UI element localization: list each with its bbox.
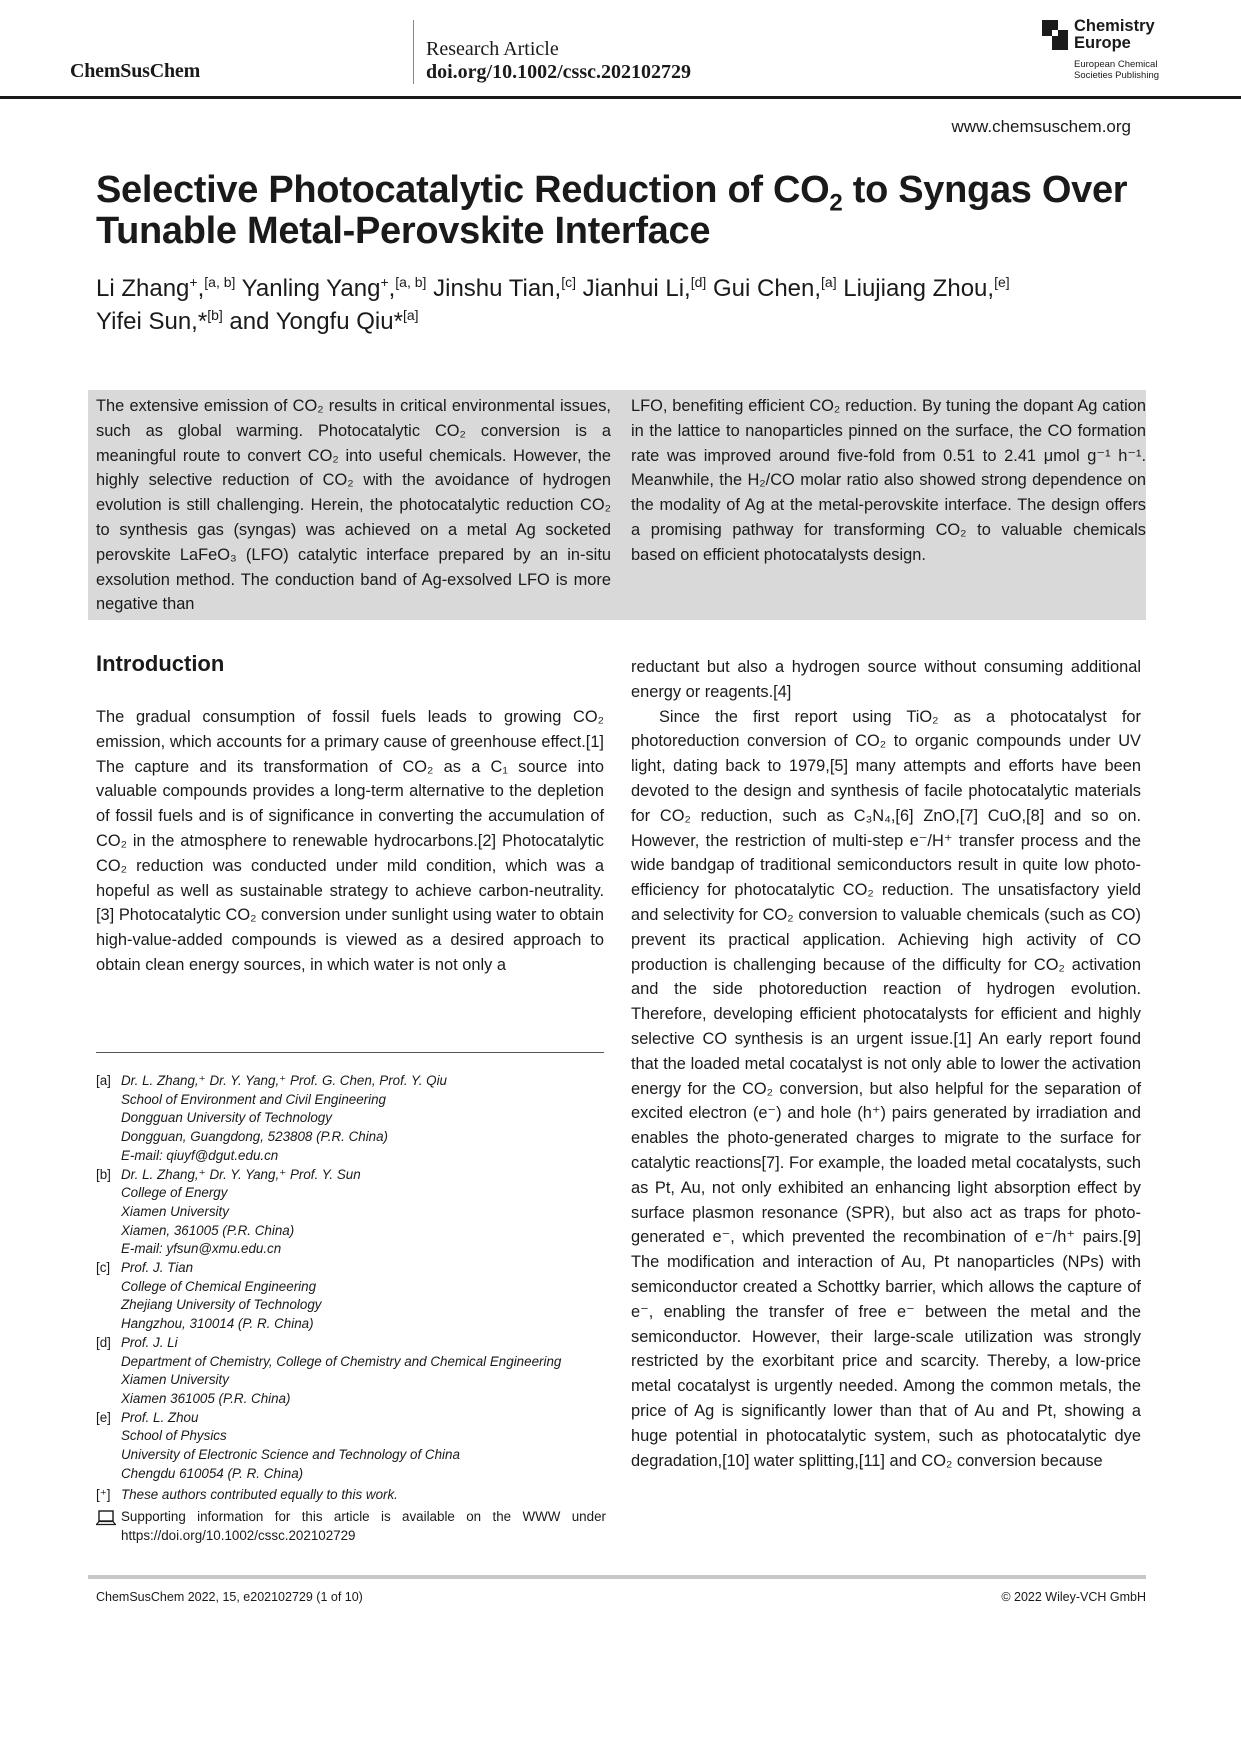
footnote-rule [96,1052,604,1053]
affiliation-line: Hangzhou, 310014 (P. R. China) [121,1316,314,1332]
author-list: Li Zhang+,[a, b] Yanling Yang+,[a, b] Jinshu Tian,[c] Jianhui Li,[d] Gui Chen,[a] Liujiang Zhou,[e] Yifei Sun,*[b] and Yongfu Qiu*[a] [96,274,1010,335]
affiliation-line: School of Environment and Civil Engineering [121,1091,386,1107]
introduction-right-column [631,655,1141,1473]
affiliation-line: Dr. L. Zhang,⁺ Dr. Y. Yang,⁺ Prof. Y. Sun [121,1166,361,1182]
logo-subtitle: European Chemical Societies Publishing [1074,59,1160,81]
abstract-left: The extensive emission of CO₂ results in critical environmental issues, such as global warming. Photocatalytic CO₂ conversion is a meaningful route to convert CO₂ into useful chemicals. However, the highly selective reduction of CO₂ with the avoidance of hydrogen evolution is still challenging. Herein, the photocatalytic reduction CO₂ to synthesis gas (syngas) was achieved on a metal Ag socketed perovskite LaFeO₃ (LFO) catalytic interface prepared by an in-situ exsolution method. The conduction band of Ag-exsolved LFO is more negative than [96,397,611,614]
chemistry-europe-logo-icon [1042,20,1068,50]
doi-link[interactable]: doi.org/10.1002/cssc.202102729 [426,61,691,83]
affiliation-tag: [c] [96,1260,111,1276]
copyright: © 2022 Wiley-VCH GmbH [1001,1590,1146,1604]
affiliation-line: Prof. J. Li [121,1334,178,1350]
equal-contribution-text: These authors contributed equally to this work. [121,1487,398,1503]
affiliation-email[interactable]: E-mail: qiuyf@dgut.edu.cn [121,1147,279,1163]
equal-contribution-note [96,1486,606,1505]
abstract-right: LFO, benefiting efficient CO₂ reduction. By tuning the dopant Ag cation in the lattice to nanoparticles pinned on the surface, the CO formation rate was improved around five-fold from 0.51 to 2.41 μmol g⁻¹ h⁻¹. Meanwhile, the H₂/CO molar ratio also showed strong dependence on the modality of Ag at the metal-perovskite interface. The design offers a promising pathway for transforming CO₂ to valuable chemicals based on efficient photocatalysts design. [631,397,1146,564]
affiliation-line: Prof. L. Zhou [121,1409,199,1425]
affiliation-tag: [a] [96,1073,111,1088]
affiliation-line: Xiamen University [121,1372,229,1388]
affiliation-line: College of Energy [121,1185,228,1201]
affiliation-line: University of Electronic Science and Technology of China [121,1447,460,1463]
section-heading-introduction: Introduction [96,651,225,676]
affiliation-line: Chengdu 610054 (P. R. China) [121,1465,304,1481]
affiliation-line: Dongguan University of Technology [121,1110,332,1126]
affiliation-line: College of Chemical Engineering [121,1278,317,1294]
affiliation-d [96,1334,606,1409]
equal-contribution-tag: [⁺] [96,1487,111,1503]
article-title: Selective Photocatalytic Reduction of $CO_2$ to Syngas Over Tunable Metal-Perovskite Interface [96,169,1128,252]
affiliation-line: Dr. L. Zhang,⁺ Dr. Y. Yang,⁺ Prof. G. Chen, Prof. Y. Qiu [121,1073,448,1088]
affiliation-b [96,1166,606,1260]
supporting-info-note [96,1508,606,1545]
header-divider [413,20,414,84]
supporting-info-text[interactable]: Supporting information for this article is available on the WWW under https://doi.org/10.1002/cssc.202102729 [121,1509,606,1543]
affiliation-line: Xiamen University [121,1203,229,1219]
header-rule [0,96,1241,99]
affiliation-line: Department of Chemistry, College of Chemistry and Chemical Engineering [121,1353,562,1369]
affiliation-line: Xiamen 361005 (P.R. China) [121,1390,291,1406]
affiliation-a [96,1072,606,1166]
intro-paragraph-2: Since the first report using TiO₂ as a photocatalyst for photoreduction conversion of CO₂ to organic compounds under UV light, dating back to 1979,[5] many attempts and efforts have been devoted to the design and synthesis of facile photocatalytic materials for CO₂ reduction, such as C₃N₄,[6] ZnO,[7] CuO,[8] and so on. However, the restriction of multi-step e⁻/H⁺ transfer process and the wide bandgap of traditional semiconductors result in quite low photo-efficiency for photocatalytic CO₂ reduction. The unsatisfactory yield and selectivity for CO₂ conversion to valuable chemicals (such as CO) prevent its practical application. Achieving high activity of CO production is challenging because of the difficulty for CO₂ activation and the side photoreduction reaction of hydrogen evolution. Therefore, developing efficient photocatalysts for efficient and highly selective CO synthesis is an urgent issue.[1] An early report found that the loaded metal cocatalyst is not only able to lower the activation energy for the CO₂ conversion, but also helpful for the separation of excited electron (e⁻) and hole (h⁺) pairs generated by irradiation and enables the photo-generated charges to migrate to the surface for catalytic reactions[7]. For example, the loaded metal cocatalysts, such as Pt, Au, not only exhibited an enhancing light absorption effect by surface plasmon resonance (SPR), but also act as traps for photo-generated e⁻, which prevented the recombination of e⁻/h⁺ pairs.[9] The modification and interaction of Au, Pt nanoparticles (NPs) with semiconductor created a Schottky barrier, which allows the capture of e⁻, enabling the transfer of free e⁻ between the metal and the semiconductor. However, their large-scale utilization was strongly restricted by the exorbitant price and scarcity. Thereby, a low-price metal cocatalyst is urgently needed. Among the common metals, the price of Ag is significantly lower than that of Au and Pt, showing a huge potential in photocatalytic system, such as photocatalytic dye degradation,[10] water splitting,[11] and CO₂ conversion because [631,707,1141,1470]
affiliation-e [96,1409,606,1484]
footer-rule [88,1575,1146,1579]
affiliations [96,1072,606,1546]
intro-paragraph-1: The gradual consumption of fossil fuels leads to growing CO₂ emission, which accounts for a primary cause of greenhouse effect.[1] The capture and its transformation of CO₂ as a C₁ source into valuable compounds provides a long-term alternative to the depletion of fossil fuels and is of significance in converting the accumulation of CO₂ in the atmosphere to renewable hydrocarbons.[2] Photocatalytic CO₂ reduction was conducted under mild condition, which was a hopeful as well as sustainable strategy to achieve carbon-neutrality.[3] Photocatalytic CO₂ conversion under sunlight using water to obtain high-value-added compounds is viewed as a desired approach to obtain clean energy sources, in which water is not only a [96,708,604,974]
article-type: Research Article [426,38,559,60]
affiliation-line: School of Physics [121,1428,227,1444]
journal-website-link[interactable]: www.chemsuschem.org [951,117,1131,136]
affiliation-email[interactable]: E-mail: yfsun@xmu.edu.cn [121,1241,282,1257]
citation-line: ChemSusChem 2022, 15, e202102729 (1 of 10) [96,1590,363,1604]
introduction-left-column [96,705,604,978]
laptop-icon [96,1510,116,1526]
affiliation-line: Prof. J. Tian [121,1260,194,1276]
affiliation-c [96,1259,606,1334]
affiliation-tag: [d] [96,1334,111,1350]
affiliation-tag: [e] [96,1409,111,1425]
journal-name: ChemSusChem [70,60,201,82]
affiliation-tag: [b] [96,1166,111,1182]
intro-paragraph-continued: reductant but also a hydrogen source without consuming additional energy or reagents.[4] [631,658,1141,701]
affiliation-line: Dongguan, Guangdong, 523808 (P.R. China) [121,1129,389,1145]
affiliation-line: Zhejiang University of Technology [121,1297,322,1313]
logo-title: Chemistry Europe [1074,17,1155,52]
affiliation-line: Xiamen, 361005 (P.R. China) [121,1222,295,1238]
